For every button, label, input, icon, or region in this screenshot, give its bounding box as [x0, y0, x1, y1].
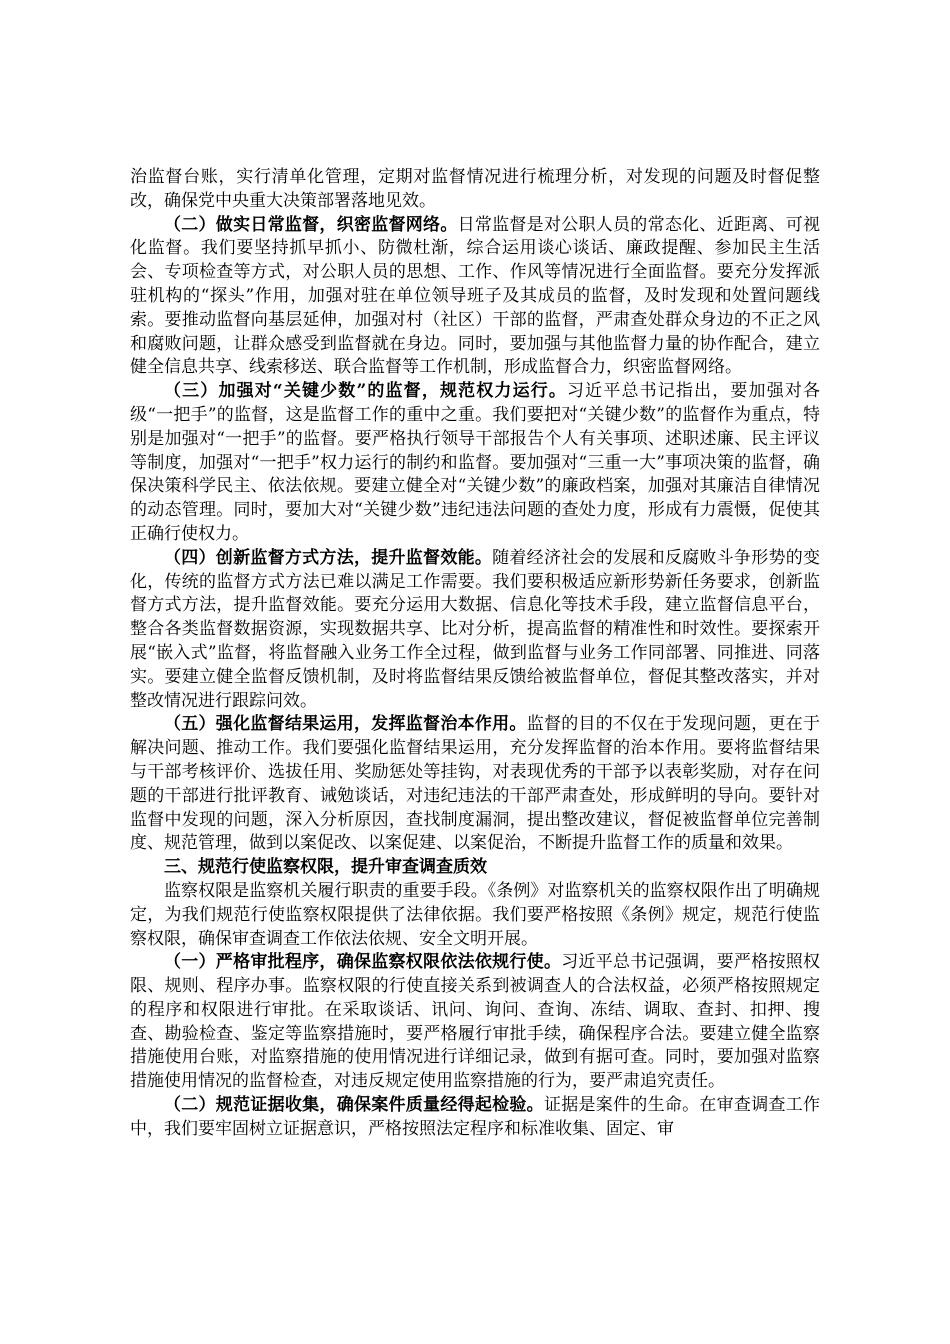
paragraph-innovation [130, 547, 820, 714]
paragraph-text: 证据是案件的生命。在审查调查工作中，我们要牢固树立证据意识，严格按照法定程序和标准收集、固定、审 [130, 1095, 821, 1139]
paragraph-lead: （二）做实日常监督，织密监督网络。 [164, 214, 458, 235]
section-heading [130, 856, 820, 880]
paragraph-lead: （一）严格审批程序，确保监察权限依法依规行使。 [164, 952, 562, 973]
paragraph-lead: （二）规范证据收集，确保案件质量经得起检验。 [164, 1095, 544, 1116]
paragraph-lead: （三）加强对“关键少数”的监督，规范权力运行。 [164, 381, 568, 402]
paragraph-text: 治监督台账，实行清单化管理，定期对监督情况进行梳理分析，对发现的问题及时督促整改，确保党中央重大决策部署落地见效。 [130, 167, 820, 211]
paragraph-key-minority [130, 380, 820, 547]
paragraph-text: 习近平总书记指出，要加强对各级“一把手”的监督，这是监督工作的重中之重。我们要把对“关键少数”的监督作为重点，特别是加强对“一把手”的监督。要严格执行领导干部报告个人有关事项、述职述廉、民主评议等制度，加强对“一把手”权力运行的制约和监督。要加强对“三重一大”事项决策的监督，确保决策科学民主、依法依规。要建立健全对“关键少数”的廉政档案，加强对其廉洁自律情况的动态管理。同时，要加大对“关键少数”违纪违法问题的查处力度，形成有力震慑，促使其正确行使权力。 [130, 381, 820, 544]
paragraph-lead: （五）强化监督结果运用，发挥监督治本作用。 [164, 714, 527, 735]
paragraph-text: 随着经济社会的发展和反腐败斗争形势的变化，传统的监督方式方法已难以满足工作需要。我们要积极适应新形势新任务要求，创新监督方式方法，提升监督效能。要充分运用大数据、信息化等技术手段，建立监督信息平台，整合各类监督数据资源，实现数据共享、比对分析，提高监督的精准性和时效性。要探索开展“嵌入式”监督，将监督融入业务工作全过程，做到监督与业务工作同部署、同推进、同落实。要建立健全监督反馈机制，及时将监督结果反馈给被监督单位，督促其整改落实，并对整改情况进行跟踪问效。 [130, 547, 821, 711]
section-heading-text: 三、规范行使监察权限，提升审查调查质效 [164, 857, 487, 878]
document-page [130, 166, 820, 1142]
paragraph-continuation [130, 166, 820, 214]
paragraph-text: 监督的目的不仅在于发现问题，更在于解决问题、推动工作。我们要强化监督结果运用，充分发挥监督的治本作用。要将监督结果与干部考核评价、选拔任用、奖励惩处等挂钩，对表现优秀的干部予以表彰奖励，对存在问题的干部进行批评教育、诫勉谈话，对违纪违法的干部严肃查处，形成鲜明的导向。要针对监督中发现的问题，深入分析原因，查找制度漏洞，提出整改建议，督促被监督单位完善制度、规范管理，做到以案促改、以案促建、以案促治，不断提升监督工作的质量和效果。 [130, 714, 821, 854]
paragraph-text: 日常监督是对公职人员的常态化、近距离、可视化监督。我们要坚持抓早抓小、防微杜渐，综合运用谈心谈话、廉政提醒、参加民主生活会、专项检查等方式，对公职人员的思想、工作、作风等情况进行全面监督。要充分发挥派驻机构的“探头”作用，加强对驻在单位领导班子及其成员的监督，及时发现和处置问题线索。要推动监督向基层延伸，加强对村（社区）干部的监督，严肃查处群众身边的不正之风和腐败问题，让群众感受到监督就在身边。同时，要加强与其他监督力量的协作配合，建立健全信息共享、线索移送、联合监督等工作机制，形成监督合力，织密监督网络。 [130, 214, 820, 378]
paragraph-evidence [130, 1094, 820, 1142]
paragraph-text: 监察权限是监察机关履行职责的重要手段。《条例》对监察机关的监察权限作出了明确规定，为我们规范行使监察权限提供了法律依据。我们要严格按照《条例》规定，规范行使监察权限，确保审查调查工作依法依规、安全文明开展。 [130, 880, 820, 949]
paragraph-results [130, 713, 820, 856]
paragraph-approval [130, 951, 820, 1094]
paragraph-daily-supervision [130, 214, 820, 381]
paragraph-text: 习近平总书记强调，要严格按照权限、规则、程序办事。监察权限的行使直接关系到被调查人的合法权益，必须严格按照规定的程序和权限进行审批。在采取谈话、讯问、询问、查询、冻结、调取、查封、扣押、搜查、勘验检查、鉴定等监察措施时，要严格履行审批手续，确保程序合法。要建立健全监察措施使用台账，对监察措施的使用情况进行详细记录，做到有据可查。同时，要加强对监察措施使用情况的监督检查，对违反规定使用监察措施的行为，要严肃追究责任。 [130, 952, 821, 1092]
paragraph-lead: （四）创新监督方式方法，提升监督效能。 [164, 547, 493, 568]
paragraph-intro [130, 880, 820, 951]
